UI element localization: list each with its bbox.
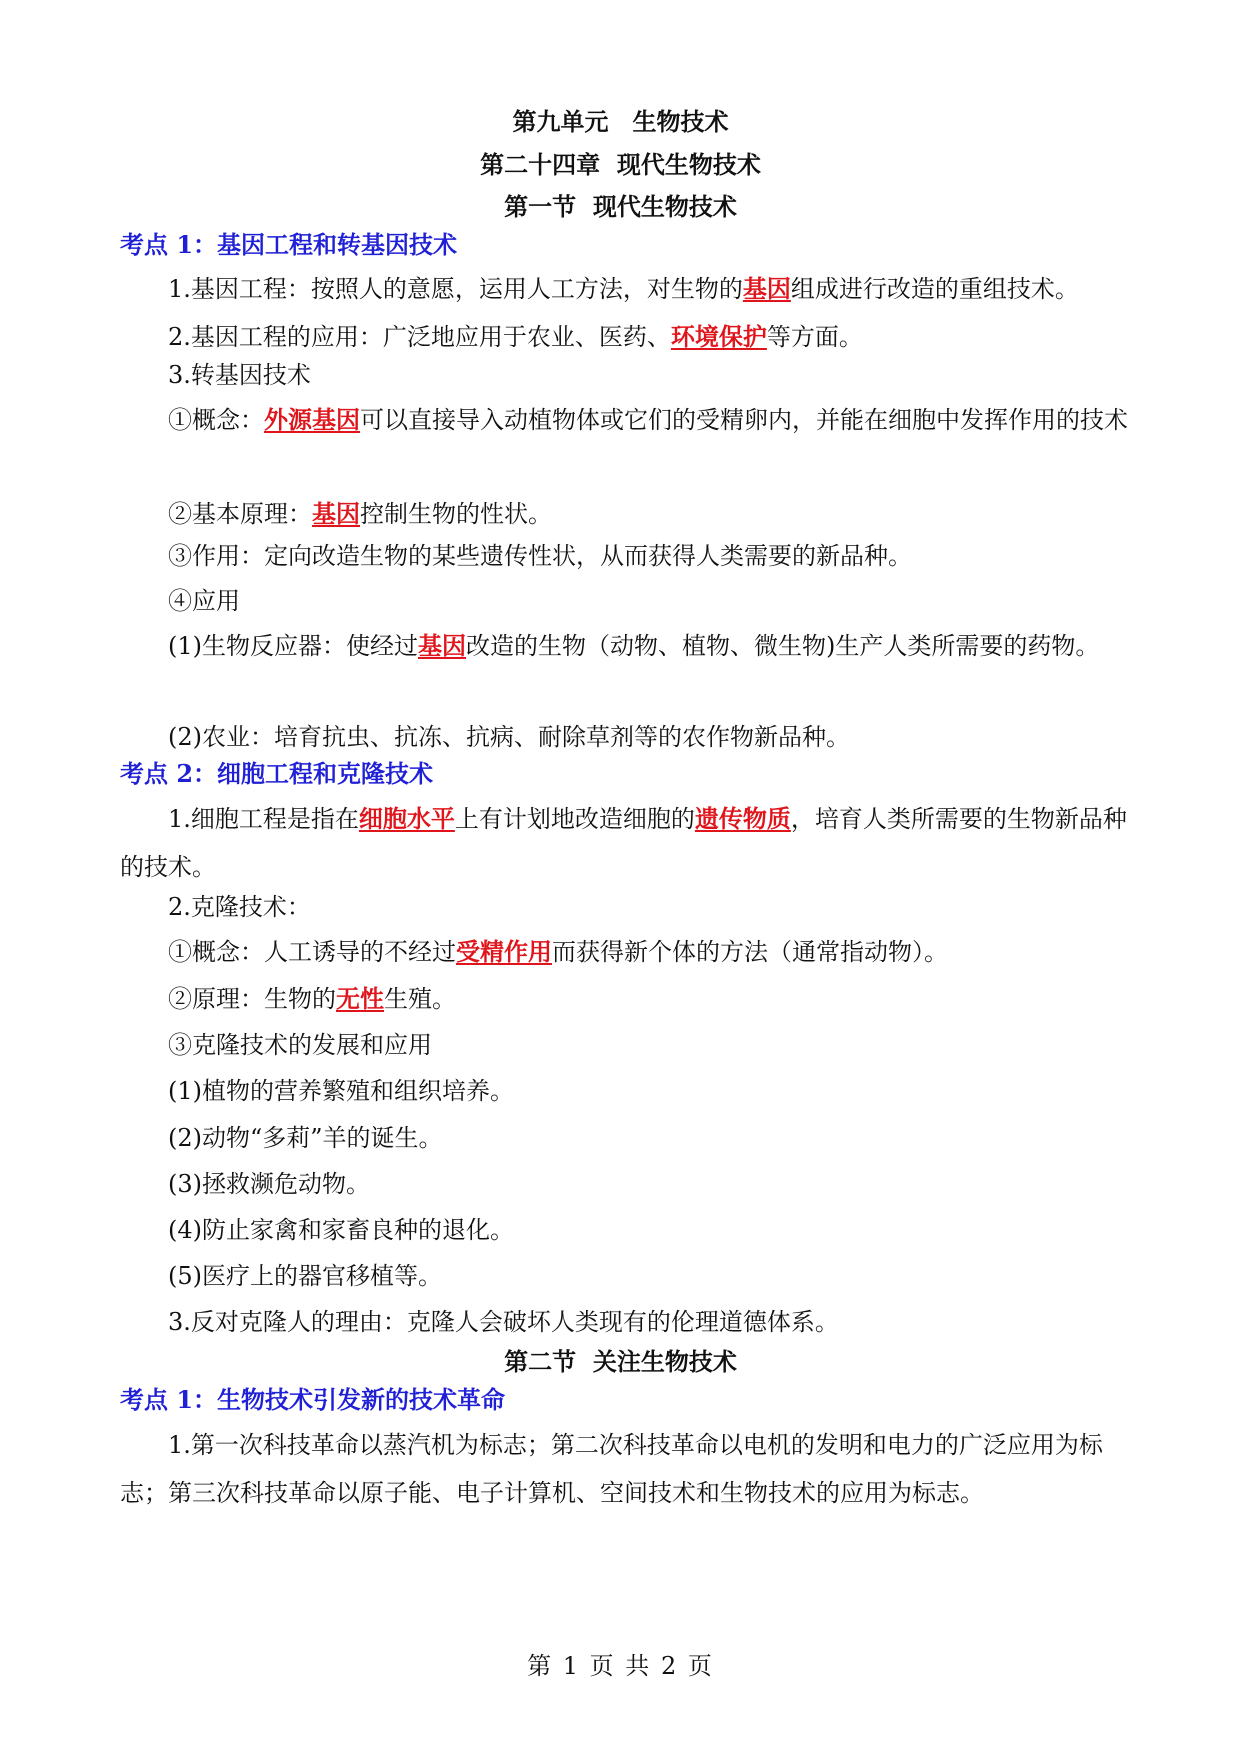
text: 组成进行改造的重组技术。: [790, 275, 1079, 303]
kaodian-heading: 考点 1：生物技术引发新的技术革命: [120, 1385, 506, 1414]
paragraph: 1.第一次科技革命以蒸汽机为标志；第二次科技革命以电机的发明和电力的广泛应用为标志；第三次科技革命以原子能、电子计算机、空间技术和生物技术的应用为标志。: [120, 1431, 1103, 1507]
text: 生殖。: [384, 985, 456, 1013]
paragraph: (1)植物的营养繁殖和组织培养。: [168, 1077, 514, 1105]
section-title: 第一节 现代生物技术: [504, 192, 737, 221]
paragraph: ③作用：定向改造生物的某些遗传性状，从而获得人类需要的新品种。: [168, 542, 912, 570]
paragraph: 3.反对克隆人的理由：克隆人会破坏人类现有的伦理道德体系。: [168, 1308, 839, 1336]
paragraph: [120, 622, 1130, 670]
text: 2.基因工程的应用：广泛地应用于农业、医药、: [168, 323, 671, 351]
text: 控制生物的性状。: [360, 500, 552, 528]
text: (1)生物反应器：使经过: [168, 632, 418, 660]
paragraph: [168, 935, 948, 969]
key-term: 遗传物质: [694, 804, 791, 833]
key-term: 受精作用: [456, 937, 552, 966]
paragraph: 2.克隆技术：: [168, 893, 311, 921]
text: 上有计划地改造细胞的: [454, 805, 695, 833]
text: 1.基因工程：按照人的意愿，运用人工方法，对生物的: [168, 275, 743, 303]
kaodian-heading: 考点 2：细胞工程和克隆技术: [120, 759, 434, 788]
paragraph: (3)拯救濒危动物。: [168, 1170, 370, 1198]
paragraph: [120, 313, 1130, 361]
text: ②基本原理：: [168, 500, 312, 528]
key-term: 细胞水平: [358, 804, 455, 833]
chapter-title: 第二十四章 现代生物技术: [480, 150, 761, 179]
text: ①概念：人工诱导的不经过: [168, 938, 456, 966]
key-term: 外源基因: [264, 405, 360, 434]
text: ②原理：生物的: [168, 985, 336, 1013]
text: 等方面。: [766, 323, 863, 351]
key-term: 无性: [336, 984, 384, 1013]
text: 可以直接导入动植物体或它们的受精卵内，并能在细胞中发挥作用的技术: [360, 406, 1128, 434]
paragraph: (4)防止家禽和家畜良种的退化。: [168, 1216, 514, 1244]
paragraph: (2)农业：培育抗虫、抗冻、抗病、耐除草剂等的农作物新品种。: [168, 723, 850, 751]
kaodian-heading: 考点 1：基因工程和转基因技术: [120, 230, 458, 259]
text: 而获得新个体的方法（通常指动物）。: [552, 938, 948, 966]
text: 改造的生物（动物、植物、微生物)生产人类所需要的药物。: [466, 632, 1100, 660]
paragraph: 3.转基因技术: [168, 361, 311, 389]
text: ，培育人类所需要的生物新品种的技术。: [120, 805, 1127, 881]
key-term: 基因: [742, 274, 791, 303]
text: 1.细胞工程是指在: [168, 805, 359, 833]
paragraph: [120, 795, 1130, 891]
key-term: 基因: [312, 499, 360, 528]
paragraph: ③克隆技术的发展和应用: [168, 1031, 432, 1059]
section-title: 第二节 关注生物技术: [504, 1347, 737, 1376]
paragraph: [168, 982, 456, 1016]
paragraph: ④应用: [168, 587, 240, 615]
paragraph: (2)动物“多莉”羊的诞生。: [168, 1124, 443, 1152]
key-term: 环境保护: [670, 322, 767, 351]
paragraph: (5)医疗上的器官移植等。: [168, 1262, 442, 1290]
paragraph: [120, 396, 1130, 444]
unit-title: 第九单元 生物技术: [512, 107, 729, 136]
text: ①概念：: [168, 406, 264, 434]
page-footer: 第 1 页 共 2 页: [527, 1652, 714, 1680]
key-term: 基因: [418, 631, 466, 660]
paragraph: [120, 490, 1130, 538]
paragraph: [120, 265, 1130, 313]
